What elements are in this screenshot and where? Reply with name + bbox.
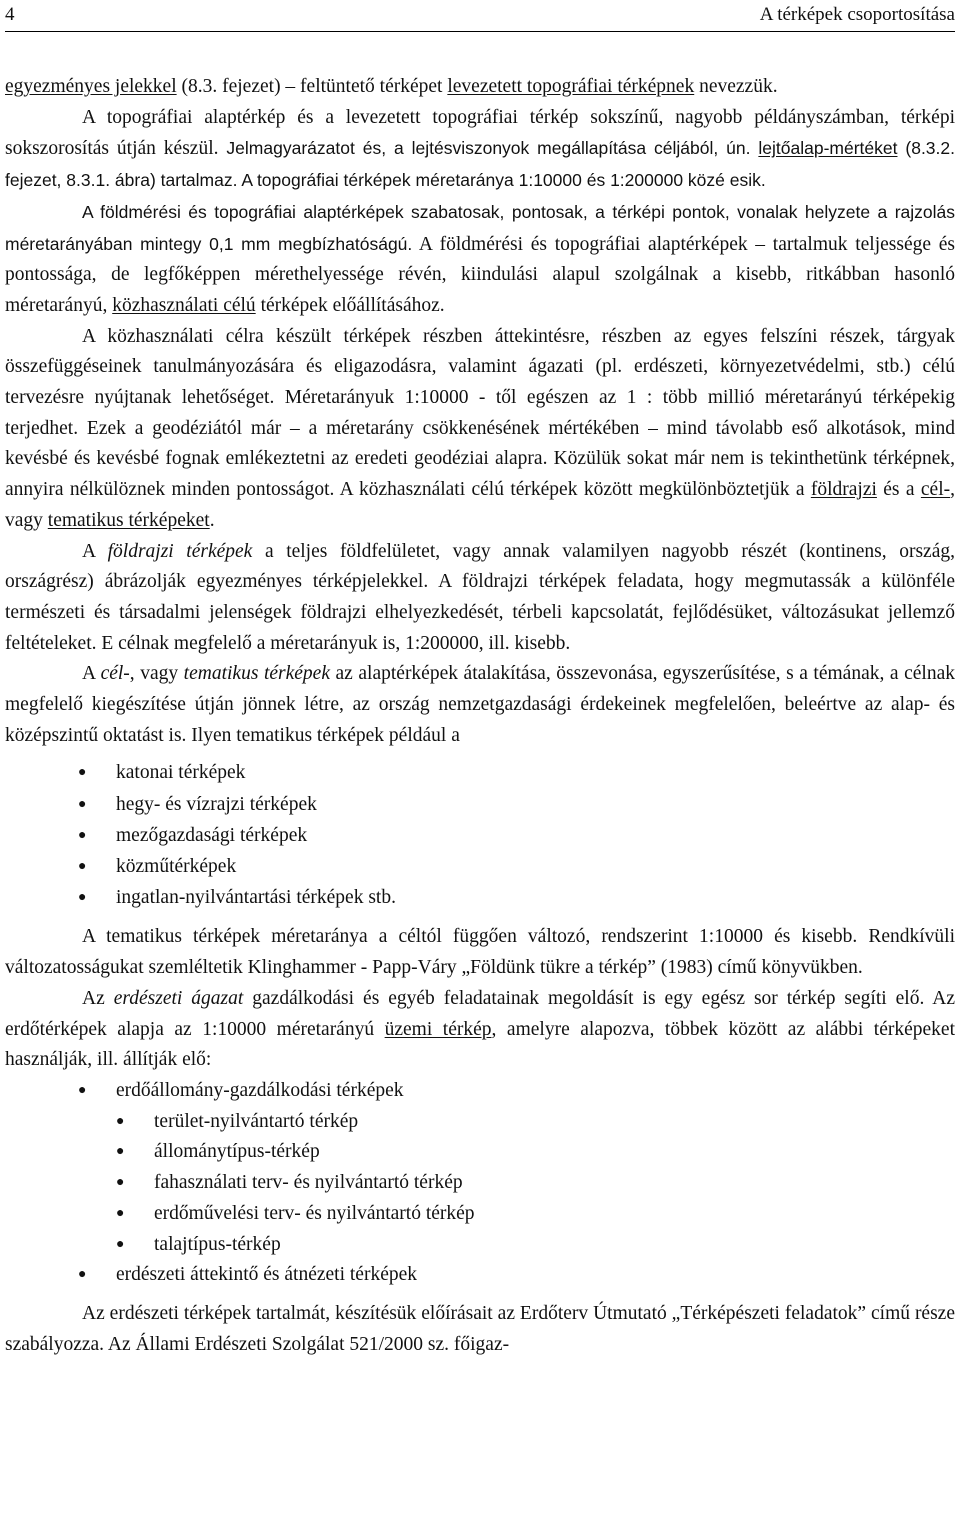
paragraph-4: A közhasználati célra készült térképek részben áttekintésre, részben az egyes felszíni részek, tárgyak összefüggéseinek tanulmányozására és eligazodásra, valamint ágazati (pl. erdészeti, környezetvédelmi, stb.) célú tervezésre nyújtanak lehetőséget. Méretarányuk 1:10000 - től egészen az 1 : több millió méretarányú térképekig terjedhet. Ezek a geodéziától már – a méretarány csökkenésének mértékében – mind távolabb eső alkotások, mind kevésbé és kevésbé fognak emlékeztetni az eredeti geodéziai alapra. Közülük sokat már nem is tekinthetünk térképnek, annyira nélkülöznek minden pontosságot. A közhasználati célú térképek között megkülönböztetjük a földrajzi és a cél-, vagy tematikus térképeket. [5,325,956,531]
page-body [5,72,955,1360]
forestry-map-list [5,1076,955,1291]
header-rule [5,31,955,32]
list-item: ● hegy- és vízrajzi térképek [5,789,955,820]
term-egyezmenyes-jelek: egyezményes jelekkel [5,76,177,97]
paragraph-6: A cél-, vagy tematikus térképek az alaptérképek átalakítása, összevonása, egyszerűsítése, s a témának, a célnak megfelelő kiegészítése útján jönnek létre, az ország nemzetgazdasági érdekeinek megfelelően, beleértve az alap- és középszintű oktatást is. Ilyen tematikus térképek például a [5,663,955,746]
term-kozhasznalati-celu: közhasználati célú [112,294,256,316]
list-item: ● katonai térképek [5,757,955,788]
term-foldrajzi: földrajzi [810,479,877,501]
list-item: ● mezőgazdasági térképek [5,820,955,851]
page-header [5,4,955,30]
paragraph-2: A topográfiai alaptérkép és a levezetett topográfiai térkép sokszínű, nagyobb példányszámban, térképi sokszorosítás útján készül. Jelmagyarázatot és, a lejtésviszonyok megállapítása céljából, ún. lejtőalap-mértéket (8.3.2. fejezet, 8.3.1. ábra) tartalmaz. A topográfiai térképek méretaránya 1:10000 és 1:200000 közé esik. [5,106,955,191]
list-item: ● erdőállomány-gazdálkodási térképek [5,1076,955,1107]
running-title: A térképek csoportosítása [759,4,955,25]
term-erdeszeti-agazat: erdészeti ágazat [113,987,244,1009]
paragraph-9: Az erdészeti térképek tartalmát, készítésük előírásait az Erdőterv Útmutató „Térképészeti feladatok” című része szabályozza. Az Állami Erdészeti Szolgálat 521/2000 sz. főigaz- [5,1302,955,1355]
thematic-map-list [5,757,955,913]
list-item: ● ingatlan-nyilvántartási térképek stb. [5,882,955,913]
term-cel: cél- [920,479,951,501]
term-tematikus-terkepek-italic: tematikus térképek [183,663,330,685]
sub-list-item: ● talajtípus-térkép [5,1230,955,1261]
sub-list-item: ● fahasználati terv- és nyilvántartó térkép [5,1168,955,1199]
list-item: ● erdészeti áttekintő és átnézeti térképek [5,1260,955,1291]
term-uzemi-terkep: üzemi térkép [384,1018,492,1040]
paragraph-8: Az erdészeti ágazat gazdálkodási és egyéb feladatainak megoldásít is egy egész sor térkép segíti elő. Az erdőtérképek alapja az 1:10000 méretarányú üzemi térkép, amelyre alapozva, többek között az alábbi térképeket használják, ill. állítják elő: [5,987,955,1071]
sub-list-item: ● erdőművelési terv- és nyilvántartó térkép [5,1199,955,1230]
paragraph-7: A tematikus térképek méretaránya a céltól függően változó, rendszerint 1:10000 és kisebb. Rendkívüli változatosságukat szemléltetik Klinghammer - Papp-Váry „Földünk tükre a térkép” (1983) című könyvükben. [5,926,955,979]
sub-list-item: ● terület-nyilvántartó térkép [5,1107,955,1138]
paragraph-3: A földmérési és topográfiai alaptérképek szabatosak, pontosak, a térképi pontok, vonalak helyzete a rajzolás méretarányában mintegy 0,1 mm megbízhatóságú. A földmérési és topográfiai alaptérképek – tartalmuk teljessége és pontossága, de legfőképpen mérethelyessége révén, kiindulási alapul szolgálnak a kisebb, ritkábban hasonló méretarányú, közhasználati célú térképek előállításához. [5,201,955,316]
sub-list-item: ● állománytípus-térkép [5,1137,955,1168]
term-levezetett-topografiai-terkep: levezetett topográfiai térképnek [447,76,695,97]
term-tematikus-terkepek: tematikus térképeket [47,509,210,531]
paragraph-5: A földrajzi térképek a teljes földfelületet, vagy annak valamilyen nagyobb részét (kontinens, ország, országrész) ábrázolják egyezményes térképjelekkel. A földrajzi térképek feladata, hogy megmutassák a különféle természeti és társadalmi jelenségek földrajzi elhelyezkedését, térbeli kapcsolatát, fejlődésüket, változásukat jellemző feltételeket. E célnak megfelelő a méretarányuk is, 1:200000, ill. kisebb. [5,540,955,654]
list-item: ● közműtérképek [5,851,955,882]
term-foldrajzi-terkepek: földrajzi térképek [107,540,253,562]
page-number: 4 [5,4,15,25]
term-cel-italic: cél- [100,663,130,685]
paragraph-1: egyezményes jelekkel (8.3. fejezet) – feltüntető térképet levezetett topográfiai térképnek nevezzük. [5,76,778,97]
term-lejtoalap-mertek: lejtőalap-mértéket [758,138,898,159]
